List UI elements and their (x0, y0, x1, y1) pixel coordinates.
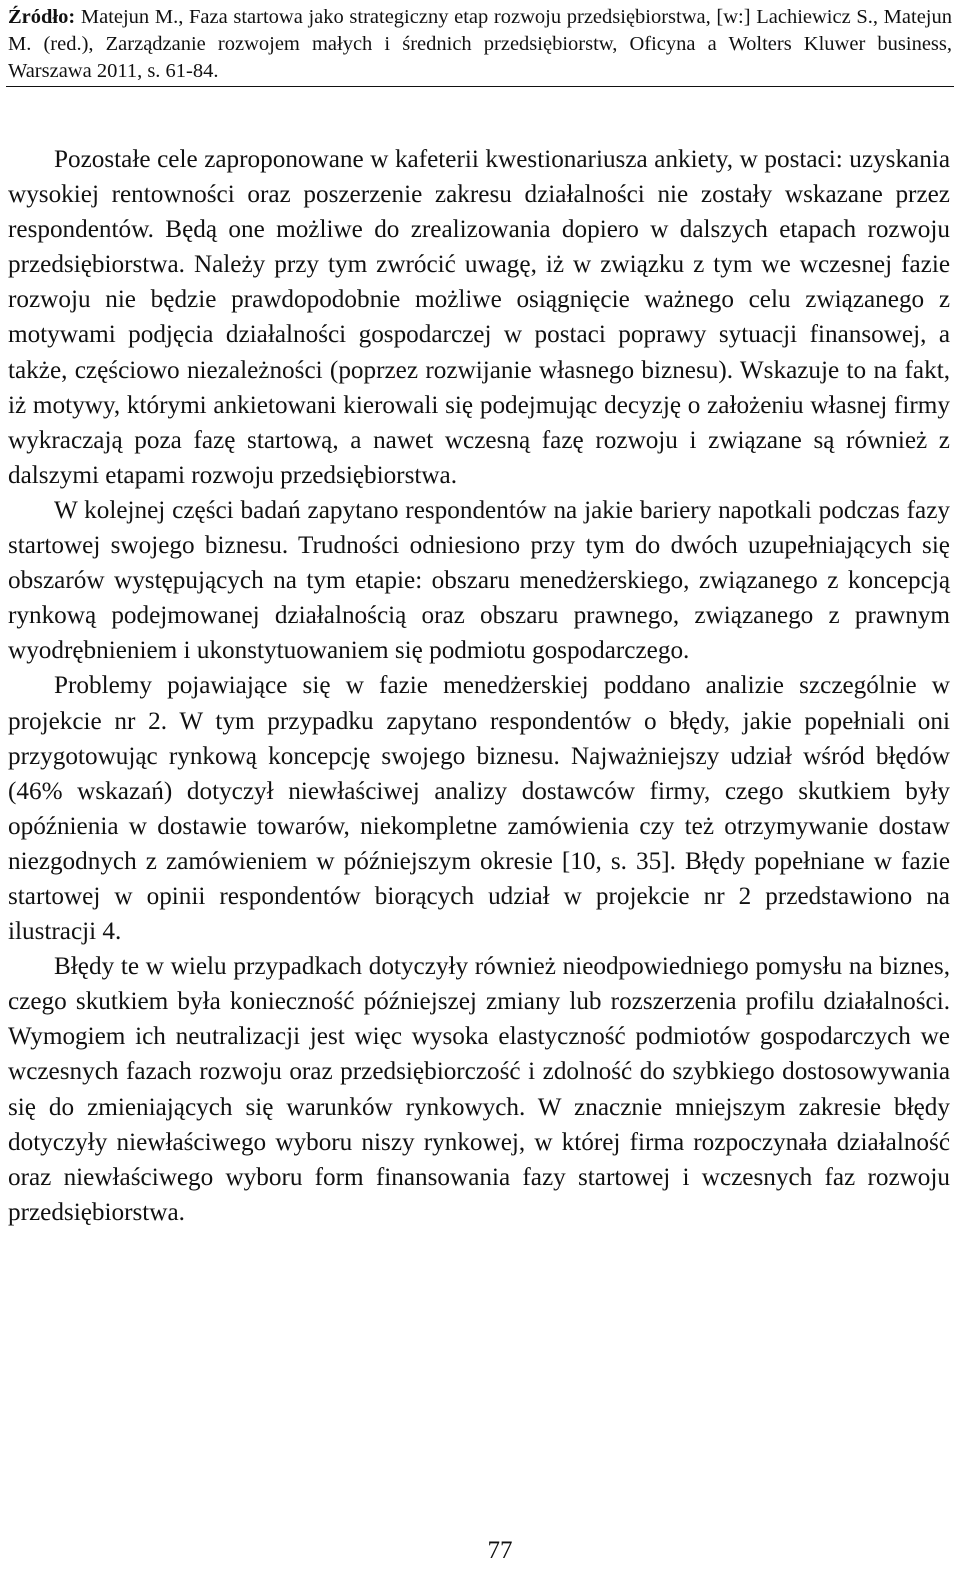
paragraph: Pozostałe cele zaproponowane w kafeterii kwestionariusza ankiety, w postaci: uzyskania wysokiej rentowności oraz poszerzenie zakresu działalności nie zostały wskazane przez respondentów. Będą one możliwe do zrealizowania dopiero w dalszych etapach rozwoju przedsiębiorstwa. Należy przy tym zwrócić uwagę, iż w związku z tym we wczesnej fazie rozwoju nie będzie prawdopodobnie możliwe osiągnięcie ważnego celu związanego z motywami podjęcia działalności gospodarczej w postaci poprawy sytuacji finansowej, a także, częściowo niezależności (poprzez rozwijanie własnego biznesu). Wskazuje to na fakt, iż motywy, którymi ankietowani kierowali się podejmując decyzję o założeniu własnej firmy wykraczają poza fazę startową, a nawet wczesną fazę rozwoju i związane są również z dalszymi etapami rozwoju przedsiębiorstwa. (8, 146, 950, 489)
body-text (8, 142, 950, 1230)
page-number: 77 (487, 1537, 513, 1564)
paragraph: Błędy te w wielu przypadkach dotyczyły również nieodpowiedniego pomysłu na biznes, czego skutkiem była konieczność późniejszej zmiany lub rozszerzenia profilu działalności. Wymogiem ich neutralizacji jest więc wysoka elastyczność podmiotów gospodarczych we wczesnych fazach rozwoju oraz przedsiębiorczość i zdolność do szybkiego dostosowywania się do zmieniających się warunków rynkowych. W znacznie mniejszym zakresie błędy dotyczyły niewłaściwego wyboru niszy rynkowej, w której firma rozpoczynała działalność oraz niewłaściwego wyboru form finansowania fazy startowej i wczesnych faz rozwoju przedsiębiorstwa. (8, 953, 950, 1226)
paragraph: Problemy pojawiające się w fazie menedżerskiej poddano analizie szczególnie w projekcie nr 2. W tym przypadku zapytano respondentów o błędy, jakie popełniali oni przygotowując rynkową koncepcję swojego biznesu. Najważniejszy udział wśród błędów (46% wskazań) dotyczył niewłaściwej analizy dostawców firmy, czego skutkiem były opóźnienia w dostawie towarów, niekompletne zamówienia czy też otrzymywanie dostaw niezgodnych z zamówieniem w późniejszym okresie [10, s. 35]. Błędy popełniane w fazie startowej w opinii respondentów biorących udział w projekcie nr 2 przedstawiono na ilustracji 4. (8, 672, 950, 946)
source-divider (6, 86, 954, 87)
source-note (8, 4, 952, 85)
source-citation: Matejun M., Faza startowa jako strategiczny etap rozwoju przedsiębiorstwa, [w:] Lachiewicz S., Matejun M. (red.), Zarządzanie rozwojem małych i średnich przedsiębiorstw, Oficyna a Wolters Kluwer business, Warszawa 2011, s. 61-84. (8, 6, 952, 82)
paragraph: W kolejnej części badań zapytano respondentów na jakie bariery napotkali podczas fazy startowej swojego biznesu. Trudności odniesiono przy tym do dwóch uzupełniających się obszarów występujących na tym etapie: obszaru menedżerskiego, związanego z koncepcją rynkową podejmowanej działalnością oraz obszaru prawnego, związanego z prawnym wyodrębnieniem i ukonstytuowaniem się podmiotu gospodarczego. (8, 496, 950, 665)
source-label: Źródło: (8, 6, 76, 28)
